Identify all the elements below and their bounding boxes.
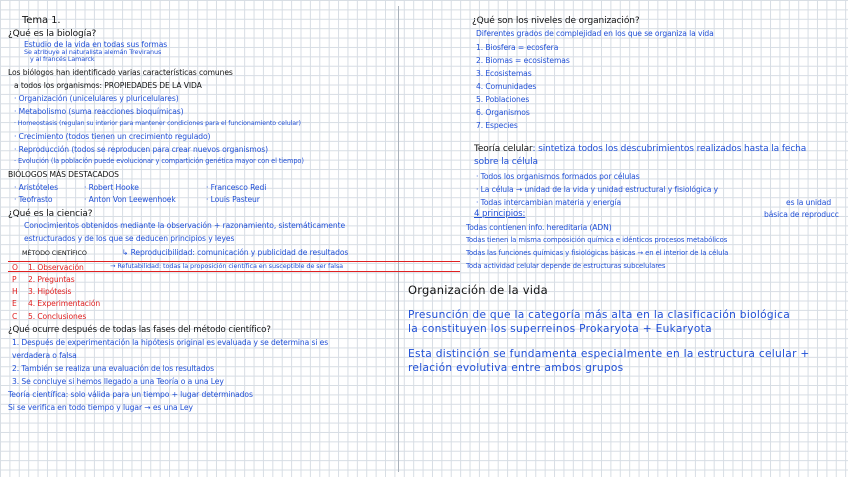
method-letter: C <box>12 312 18 321</box>
question-science: ¿Qué es la ciencia? <box>8 209 93 219</box>
organizacion-p2-line-2: relación evolutiva entre ambos grupos <box>408 362 624 374</box>
teoria-point: · Todas intercambian materia y energía <box>476 198 622 207</box>
method-reproducibilidad: ↳ Reproducibilidad: comunicación y publicidad de resultados <box>122 248 349 257</box>
method-refutabilidad: → Refutabilidad: todas la proposición científica en susceptible de ser falsa <box>110 262 343 270</box>
method-step: 4. Experimentación <box>28 299 101 308</box>
teoria-celular-label: Teoría celular <box>474 144 533 154</box>
after-line: 3. Se concluye si hemos llegado a una Teoría o a una Ley <box>12 377 224 386</box>
principio-item: Todas las funciones químicas y fisiológicas básicas → en el interior de la célula <box>466 249 729 257</box>
property-item: · Homeostasis (regulan su interior para mantener condiciones para el funcionamiento celular) <box>14 120 301 127</box>
science-definition-2: estructurados y de los que se deducen principios y leyes <box>24 234 235 243</box>
after-line: 2. También se realiza una evaluación de los resultados <box>12 364 214 373</box>
biologist-name: · Louis Pasteur <box>206 195 260 204</box>
method-step: 5. Conclusiones <box>28 312 87 321</box>
teoria-point: · Todos los organismos formados por células <box>476 172 640 181</box>
after-line: Si se verifica en todo tiempo y lugar → es una Ley <box>8 403 193 412</box>
method-heading: MÉTODO CIENTÍFICO <box>22 249 87 257</box>
teoria-celular-line-2: sobre la célula <box>474 157 538 167</box>
question-biology: ¿Qué es la biología? <box>8 29 97 39</box>
level-item: 4. Comunidades <box>476 82 537 91</box>
biology-note-1: Se atribuye al naturalista alemán Treviranus <box>24 48 162 56</box>
biologists-heading: BIÓLOGOS MÁS DESTACADOS <box>8 170 119 179</box>
method-step: 1. Observación <box>28 263 84 272</box>
after-line: 1. Después de experimentación la hipótesis original es evaluada y se determina si es <box>12 338 329 347</box>
level-item: 5. Poblaciones <box>476 95 530 104</box>
levels-definition: Diferentes grados de complejidad en los que se organiza la vida <box>476 29 714 38</box>
teoria-side-note: es la unidad <box>786 198 832 207</box>
biology-note-2: y al francés Lamarck <box>30 55 95 63</box>
principio-item: Toda actividad celular depende de estructuras subcelulares <box>466 262 666 270</box>
method-letter: P <box>12 275 17 284</box>
method-step: 2. Preguntas <box>28 275 75 284</box>
method-letter: O <box>12 263 18 272</box>
method-letter: E <box>12 299 17 308</box>
principio-item: Todas tienen la misma composición química e idénticos procesos metabólicos <box>466 236 728 244</box>
biologist-name: · Anton Von Leewenhoek <box>84 195 176 204</box>
level-item: 2. Biomas = ecosistemas <box>476 56 570 65</box>
notes-title: Tema 1. <box>22 15 61 26</box>
question-after-method: ¿Qué ocurre después de todas las fases del método científico? <box>8 325 271 335</box>
teoria-celular-text: : sintetiza todos los descubrimientos realizados hasta la fecha <box>532 144 807 154</box>
biology-definition: Estudio de la vida en todas sus formas <box>24 40 168 49</box>
biologist-name: · Robert Hooke <box>84 183 139 192</box>
biologist-name: · Aristóteles <box>14 183 58 192</box>
after-line: Teoría científica: solo válida para un tiempo + lugar determinados <box>8 390 253 399</box>
level-item: 7. Especies <box>476 121 518 130</box>
property-item: · Evolución (la población puede evolucionar y compartición genética mayor con el tiempo) <box>14 157 304 165</box>
page-divider <box>398 6 399 472</box>
principios-heading: 4 principios: <box>474 209 526 219</box>
property-item: · Metabolismo (suma reacciones bioquímicas) <box>14 107 184 116</box>
organizacion-p1-line-1: Presunción de que la categoría más alta en la clasificación biológica <box>408 309 791 321</box>
method-letter: H <box>12 287 18 296</box>
principio-item: Todas contienen info. hereditaria (ADN) <box>466 223 612 232</box>
biologist-name: · Francesco Redi <box>206 183 267 192</box>
property-item: · Crecimiento (todos tienen un crecimiento regulado) <box>14 132 211 141</box>
organizacion-title: Organización de la vida <box>408 283 548 297</box>
science-definition-1: Conocimientos obtenidos mediante la observación + razonamiento, sistemáticamente <box>24 221 346 230</box>
property-item: · Organización (unicelulares y pluricelulares) <box>14 94 179 103</box>
method-step: 3. Hipótesis <box>28 287 72 296</box>
level-item: 6. Organismos <box>476 108 530 117</box>
after-line: verdadera o falsa <box>12 351 77 360</box>
property-item: · Reproducción (todos se reproducen para crear nuevos organismos) <box>14 145 268 154</box>
intro-line-1: Los biólogos han identificado varias características comunes <box>8 68 233 77</box>
biologist-name: · Teofrasto <box>14 195 53 204</box>
teoria-side-note: básica de reproducc <box>764 210 839 219</box>
level-item: 3. Ecosistemas <box>476 69 532 78</box>
level-item: 1. Biosfera = ecosfera <box>476 43 559 52</box>
intro-line-2: a todos los organismos: PROPIEDADES DE LA VIDA <box>14 81 202 90</box>
teoria-celular-line <box>474 145 806 154</box>
organizacion-p2-line-1: Esta distinción se fundamenta especialmente en la estructura celular + <box>408 348 810 360</box>
question-levels: ¿Qué son los niveles de organización? <box>472 16 640 26</box>
organizacion-p1-line-2: la constituyen los superreinos Prokaryota + Eukaryota <box>408 323 712 335</box>
teoria-point: · La célula → unidad de la vida y unidad estructural y fisiológica y <box>476 185 719 194</box>
